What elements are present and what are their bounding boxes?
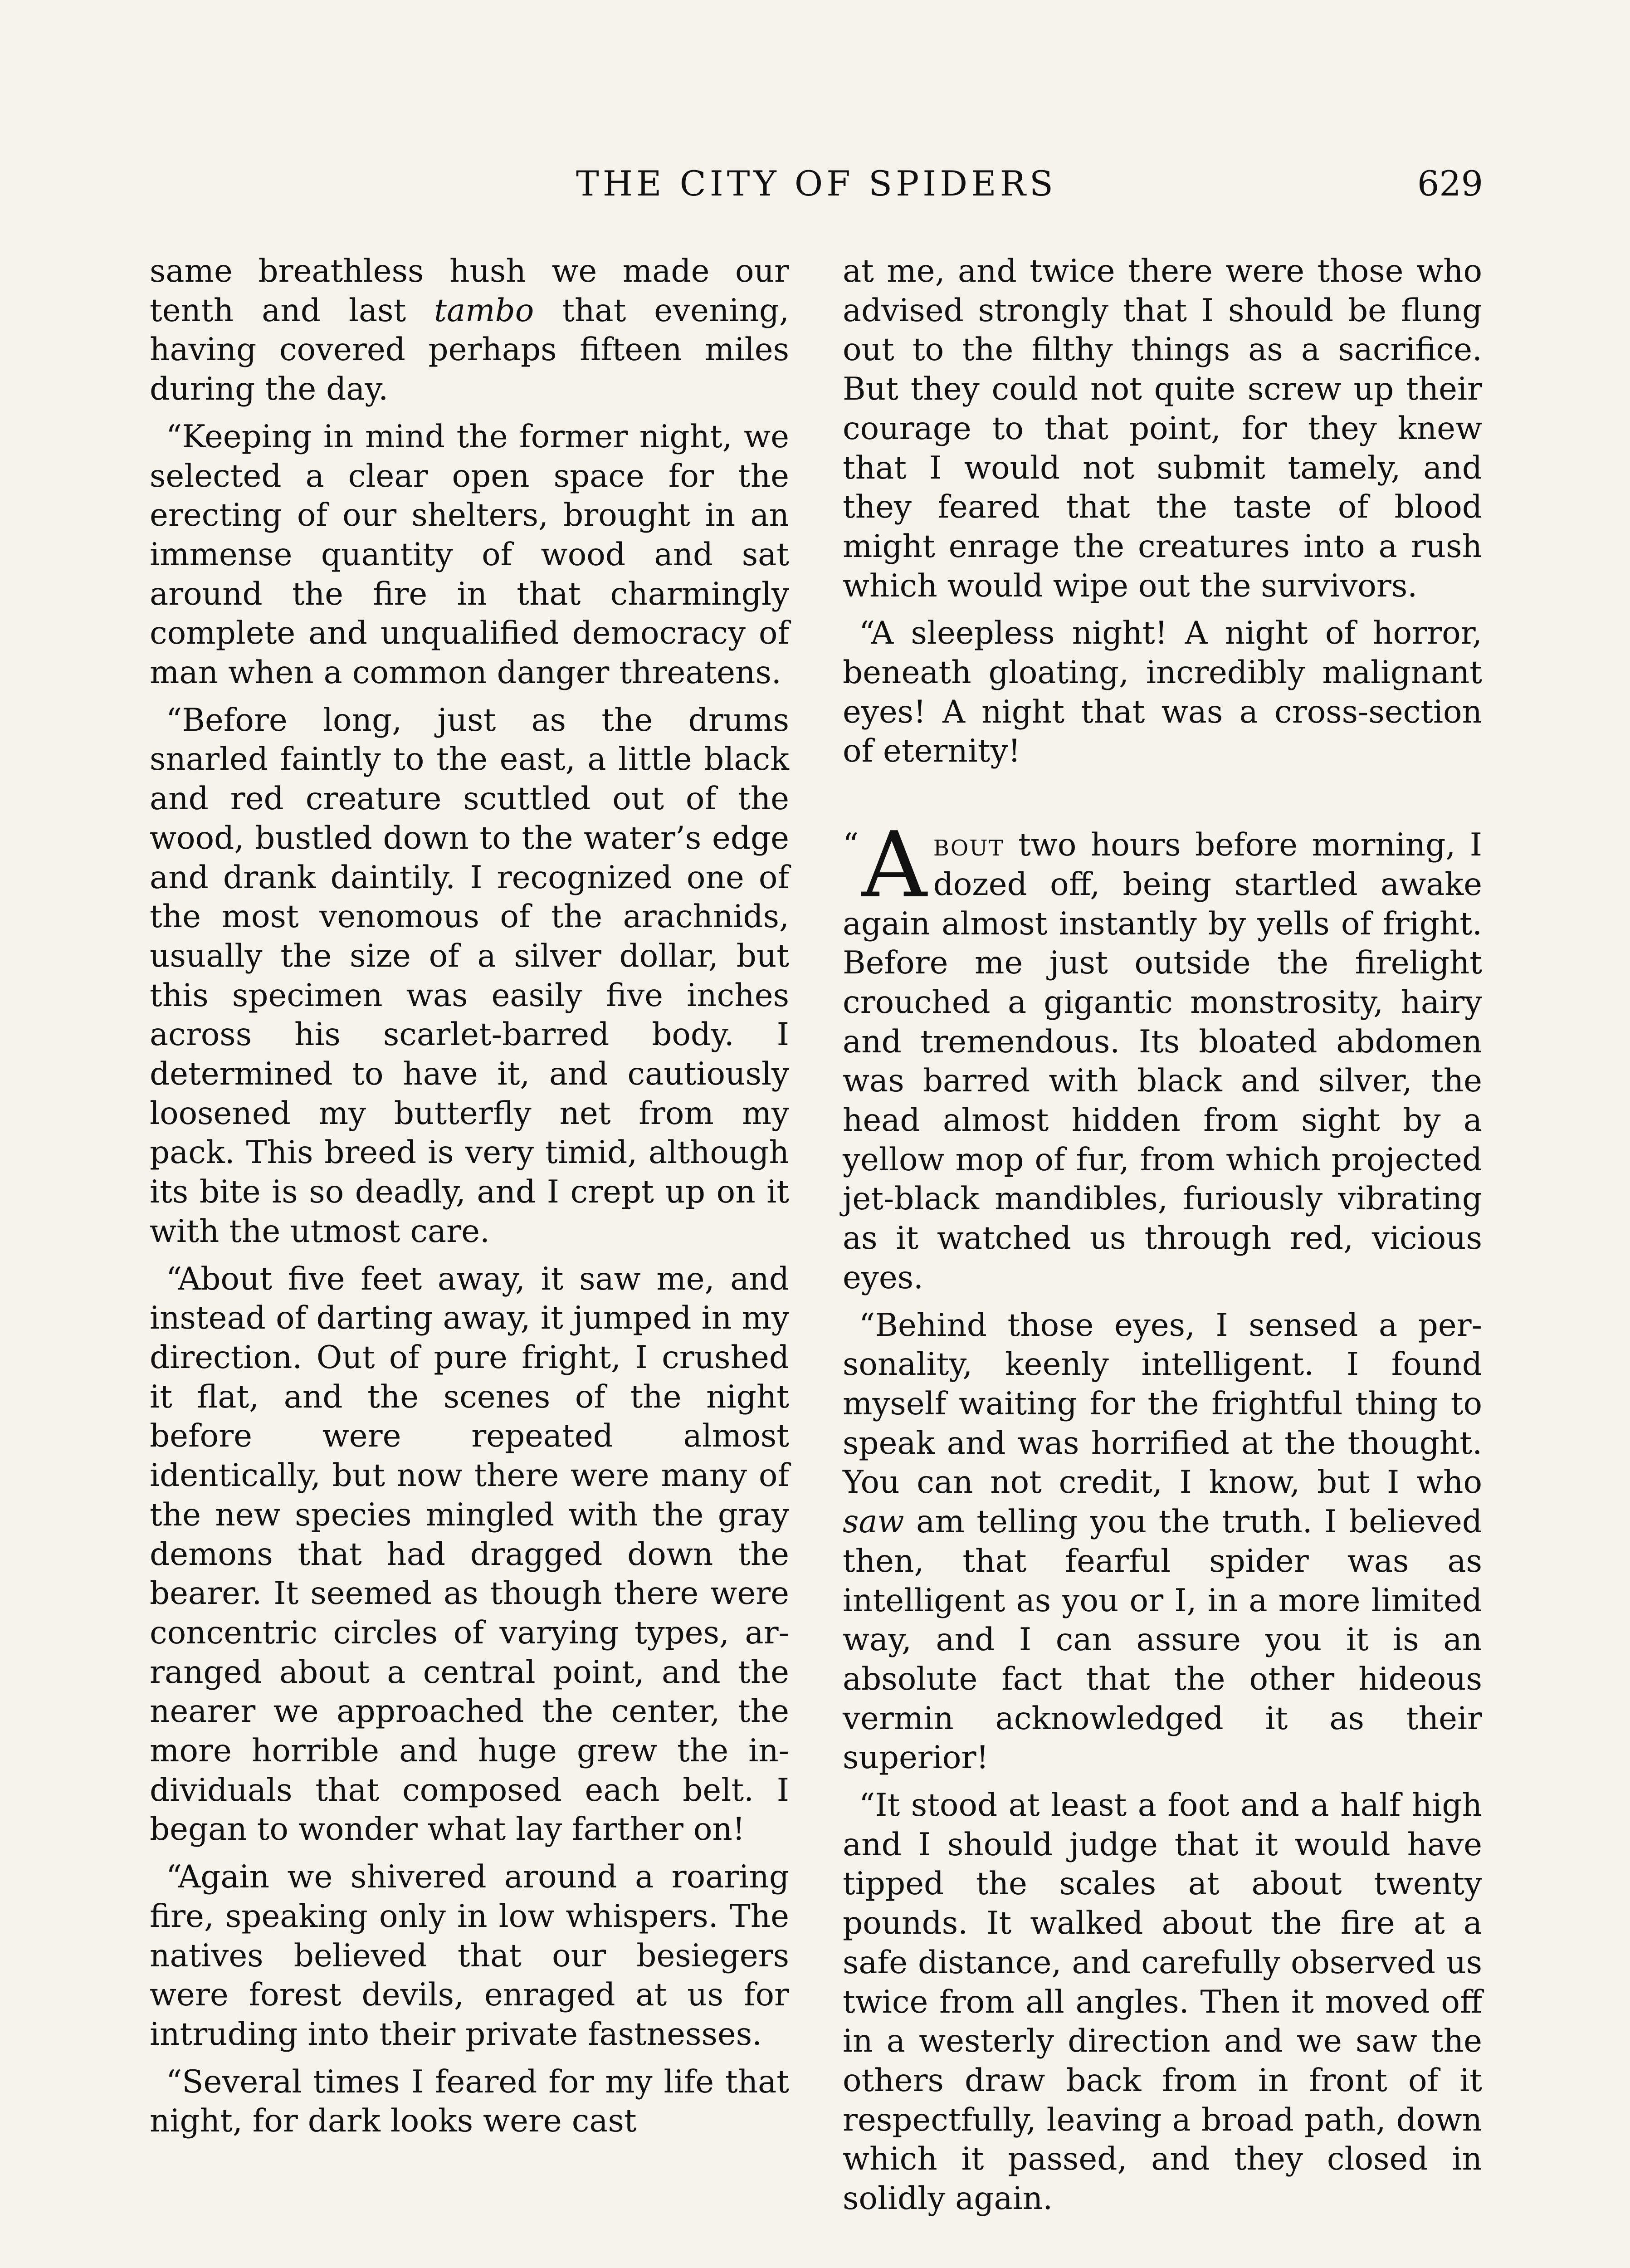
- paragraph: at me, and twice there were those who advised strongly that I should be flung out to the filthy things as a sacrifice. But they could not quite screw up their courage to that point, for they knew that I would not submit tamely, and they feared that the taste of blood might enrage the creatures into a rush which would wipe out the survivors.: [843, 253, 1482, 604]
- running-head: THE CITY OF SPIDERS: [576, 163, 1057, 204]
- paragraph: “Several times I feared for my life that night, for dark looks were cast: [150, 2063, 789, 2140]
- paragraph: “Again we shivered around a roaring fire, speaking only in low whispers. The natives believed that our besiegers were forest devils, enraged at us for intruding into their private fastnesses.: [150, 1859, 789, 2053]
- paragraph: “Behind those eyes, I sensed a personality, keenly intelligent. I found myself waiting for the frightful thing to speak and was horrified at the thought. You can not credit, I know, but I who saw am telling you the truth. I believed then, that fearful spider was as intelligent as you or I, in a more limited way, and I can assure you it is an absolute fact that the other hideous vermin acknowledged it as their superior!: [843, 1307, 1482, 1776]
- paragraph: same breathless hush we made our tenth and last tambo that evening, having covered perhaps fifteen miles during the day.: [150, 253, 789, 408]
- drop-cap: A: [861, 812, 927, 919]
- paragraph: “About five feet away, it saw me, and instead of darting away, it jumped in my direction. Out of pure fright, I crushed it flat, and the scenes of the night before were repeated almost identically, but now there were many of the new species mingled with the gray demons that had dragged down the bearer. It seemed as though there were concentric circles of varying types, arranged about a central point, and the nearer we approached the center, the more horrible and huge grew the individuals that composed each belt. I began to wonder what lay farther on!: [150, 1261, 789, 1848]
- opening-quote: “: [843, 827, 859, 864]
- paragraph: “Before long, just as the drums snarled faintly to the east, a little black and red creature scuttled out of the wood, bustled down to the water’s edge and drank daintily. I recognized one of the most venomous of the arachnids, usually the size of a silver dollar, but this specimen was easily five inches across his scarlet-barred body. I determined to have it, and cautiously loosened my butterfly net from my pack. This breed is very timid, although its bite is so deadly, and I crept up on it with the utmost care.: [150, 702, 789, 1250]
- right-column: [843, 252, 1482, 2227]
- small-caps-lead: bout: [933, 827, 1004, 864]
- paragraph: “A sleepless night! A night of horror, beneath gloating, incredibly malignant eyes! A night that was a cross-section of eternity!: [843, 615, 1482, 770]
- section-opening-paragraph: “ A bout two hours before morning, I dozed off, being startled awake again almost instantly by yells of fright. Before me just outside the firelight crouched a gigantic monstrosity, hairy and tremendous. Its bloated abdomen was barred with black and silver, the head almost hidden from sight by a yellow mop of fur, from which projected jet-black mandibles, furiously vibrating as it watched us through red, vicious eyes.: [843, 812, 1482, 1296]
- left-column: [150, 252, 789, 2149]
- paragraph: “Keeping in mind the former night, we selected a clear open space for the erecting of our shelters, brought in an immense quantity of wood and sat around the fire in that charmingly complete and unqualified democracy of man when a common danger threatens.: [150, 418, 789, 691]
- paragraph: “It stood at least a foot and a half high and I should judge that it would have tipped the scales at about twenty pounds. It walked about the fire at a safe distance, and carefully observed us twice from all angles. Then it moved off in a westerly direction and we saw the others draw back from in front of it respectfully, leaving a broad path, down which it passed, and they closed in solidly again.: [843, 1787, 1482, 2217]
- page-number: 629: [1417, 163, 1483, 204]
- page-header: [150, 152, 1483, 215]
